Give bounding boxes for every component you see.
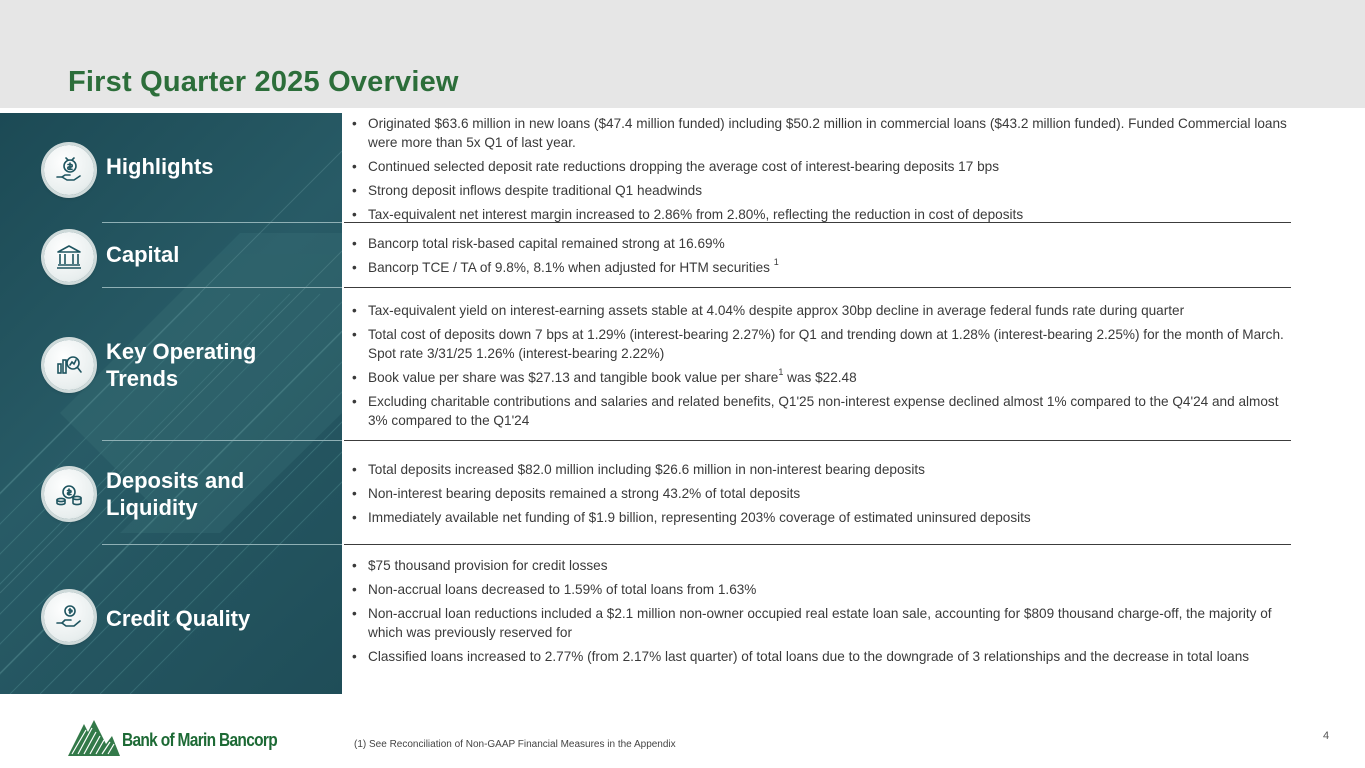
hand-coin-icon bbox=[44, 592, 94, 642]
credit-quality-bullets bbox=[350, 556, 1295, 671]
bullet-item: • Originated $63.6 million in new loans ($47.4 million funded) including $50.2 million in commercial loans ($43.2 million funded). Funded Commercial loans were more than 5x Q1 of last year. bbox=[350, 114, 1295, 152]
tree-mark-icon bbox=[66, 718, 122, 758]
bullet-item: • Strong deposit inflows despite traditional Q1 headwinds bbox=[350, 181, 1295, 200]
divider bbox=[344, 287, 1291, 288]
company-logo bbox=[66, 718, 286, 758]
bullet-item: • Continued selected deposit rate reductions dropping the average cost of interest-bearing deposits 17 bps bbox=[350, 157, 1295, 176]
page-number: 4 bbox=[1323, 730, 1330, 742]
bullet-item: • Non-accrual loan reductions included a $2.1 million non-owner occupied real estate loan sale, accounting for $809 thousand charge-off, the majority of which was previously reserved for bbox=[350, 604, 1295, 642]
capital-bullets bbox=[350, 234, 1295, 282]
category-label-highlights: Highlights bbox=[106, 154, 214, 179]
category-panel bbox=[0, 113, 342, 694]
category-label-credit-quality: Credit Quality bbox=[106, 606, 251, 631]
bullet-text: was $22.48 bbox=[783, 370, 857, 385]
bullet-text: Book value per share was $27.13 and tangible book value per share bbox=[368, 370, 779, 385]
coins-cash-icon bbox=[44, 469, 94, 519]
bullet-item: • Classified loans increased to 2.77% (from 2.17% last quarter) of total loans due to the downgrade of 3 relationships and the decrease in total loans bbox=[350, 647, 1295, 666]
bullet-item: • Total cost of deposits down 7 bps at 1.29% (interest-bearing 2.27%) for Q1 and trending down at 1.28% (interest-bearing 2.25%) for the month of March. Spot rate 3/31/25 1.26% (interest-bearing 2.22%) bbox=[350, 325, 1295, 363]
footnote-marker: 1 bbox=[778, 367, 784, 378]
magnifier-chart-icon bbox=[44, 340, 94, 390]
category-label-key-operating-trends: Key Operating Trends bbox=[106, 339, 257, 391]
divider bbox=[102, 440, 342, 441]
bullet-item: • Non-accrual loans decreased to 1.59% of total loans from 1.63% bbox=[350, 580, 1295, 599]
bullet-item bbox=[350, 368, 1295, 387]
bullet-item: • Tax-equivalent yield on interest-earning assets stable at 4.04% despite approx 30bp decline in average federal funds rate during quarter bbox=[350, 301, 1295, 320]
bullet-item bbox=[350, 258, 1295, 277]
bullet-text: Bancorp TCE / TA of 9.8%, 8.1% when adjusted for HTM securities bbox=[368, 260, 770, 275]
divider bbox=[102, 544, 342, 545]
footnote: (1) See Reconciliation of Non-GAAP Financial Measures in the Appendix bbox=[354, 739, 676, 750]
key-operating-trends-bullets bbox=[350, 301, 1295, 435]
bullet-item: • Excluding charitable contributions and salaries and related benefits, Q1'25 non-interest expense declined almost 1% compared to the Q4'24 and almost 3% compared to the Q1'24 bbox=[350, 392, 1295, 430]
divider bbox=[344, 440, 1291, 441]
bullet-item: • Immediately available net funding of $1.9 billion, representing 203% coverage of estimated uninsured deposits bbox=[350, 508, 1295, 527]
bullet-item: • Total deposits increased $82.0 million including $26.6 million in non-interest bearing deposits bbox=[350, 460, 1295, 479]
money-hand-icon bbox=[44, 145, 94, 195]
bullet-item: • $75 thousand provision for credit losses bbox=[350, 556, 1295, 575]
category-label-deposits-liquidity: Deposits and Liquidity bbox=[106, 468, 245, 520]
page-title: First Quarter 2025 Overview bbox=[68, 66, 459, 98]
highlights-bullets bbox=[350, 114, 1295, 229]
bank-building-icon bbox=[44, 232, 94, 282]
bullet-item: • Bancorp total risk-based capital remained strong at 16.69% bbox=[350, 234, 1295, 253]
bullet-item: • Non-interest bearing deposits remained a strong 43.2% of total deposits bbox=[350, 484, 1295, 503]
divider bbox=[102, 287, 342, 288]
category-label-capital: Capital bbox=[106, 242, 180, 267]
divider bbox=[344, 544, 1291, 545]
deposits-liquidity-bullets bbox=[350, 460, 1295, 532]
footnote-marker: 1 bbox=[773, 257, 779, 268]
divider bbox=[102, 222, 342, 223]
logo-wordmark: Bank of Marin Bancorp bbox=[122, 730, 278, 750]
bullet-item: • Tax-equivalent net interest margin increased to 2.86% from 2.80%, reflecting the reduction in cost of deposits bbox=[350, 205, 1295, 224]
